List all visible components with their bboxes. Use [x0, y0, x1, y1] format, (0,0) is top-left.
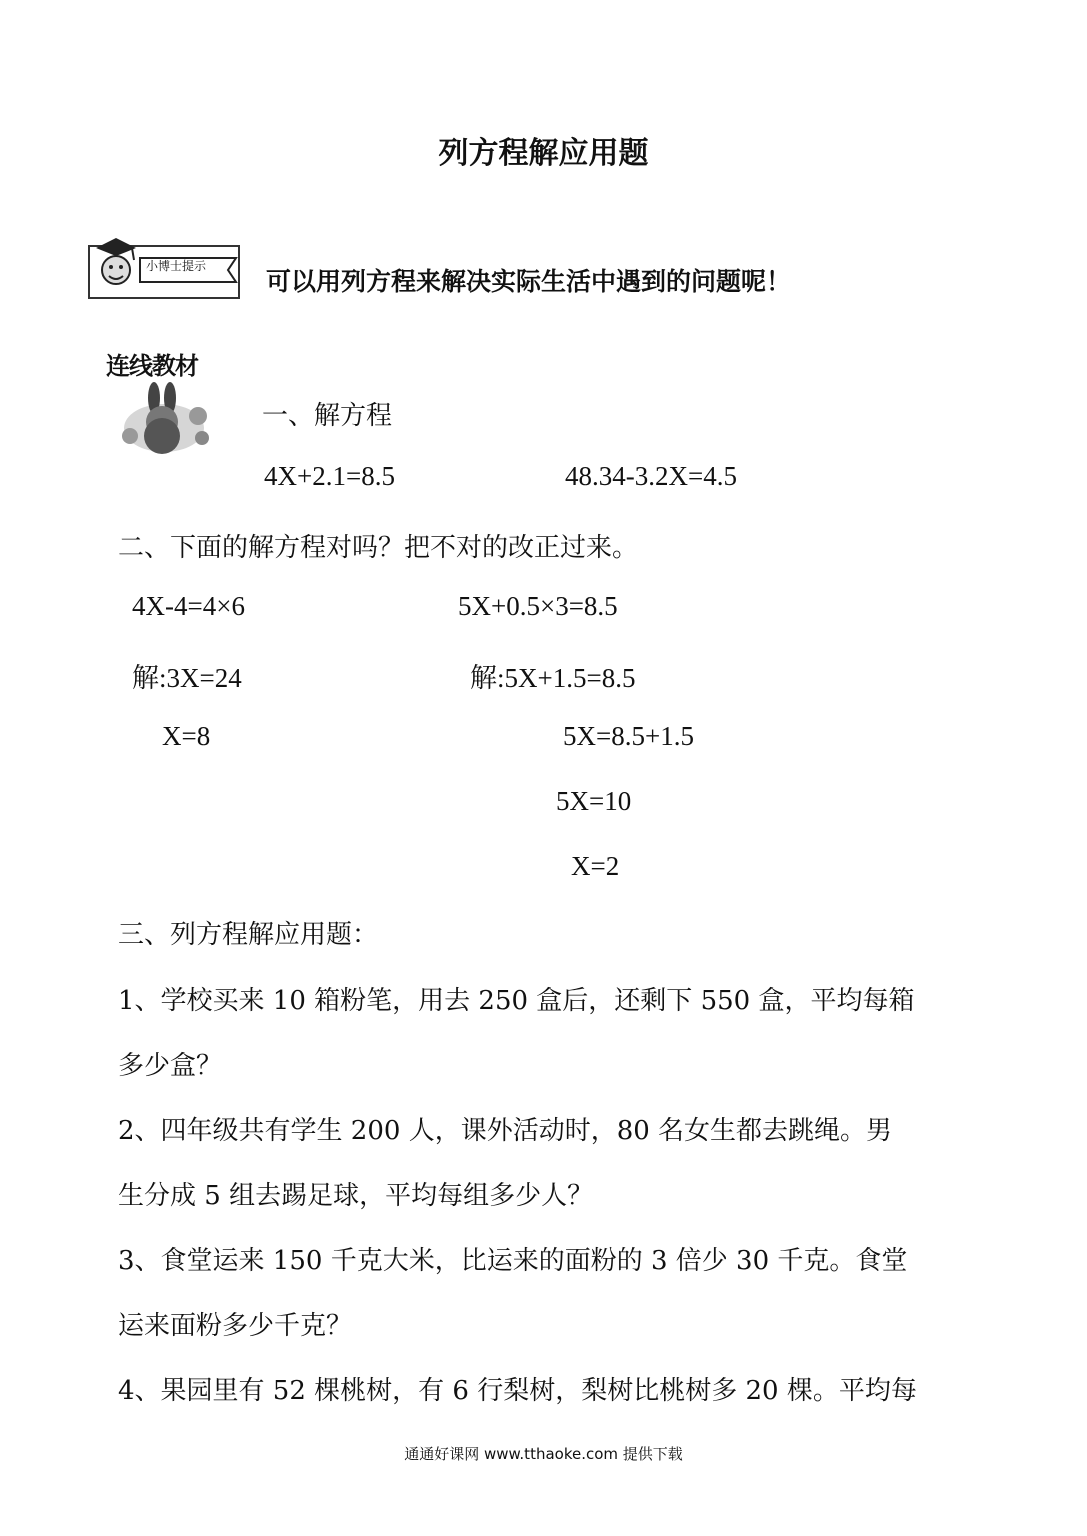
section1-equation-1: 4X+2.1=8.5: [264, 461, 395, 491]
problem-line: 2、四年级共有学生 200 人，课外活动时，80 名女生都去跳绳。男: [118, 1116, 893, 1146]
problem-line: 1、学校买来 10 箱粉笔，用去 250 盒后，还剩下 550 盒，平均每箱: [118, 986, 915, 1016]
section1-heading: 一、解方程: [262, 401, 393, 431]
doctor-tip-label: 小博士提示: [146, 259, 207, 273]
section2-right-step-1: 解:5X+1.5=8.5: [470, 663, 636, 693]
problem-line: 3、食堂运来 150 千克大米，比运来的面粉的 3 倍少 30 千克。食堂: [118, 1246, 908, 1276]
page-footer: 通通好课网 www.tthaoke.com 提供下载: [404, 1445, 683, 1463]
problem-line: 4、果园里有 52 棵桃树，有 6 行梨树，梨树比桃树多 20 棵。平均每: [118, 1376, 917, 1406]
problem-line: 运来面粉多少千克？: [118, 1311, 353, 1341]
section2-left-step-1: 解:3X=24: [132, 663, 242, 693]
page-title: 列方程解应用题: [438, 136, 649, 171]
section2-left-equation: 4X-4=4×6: [132, 591, 245, 621]
section2-left-step-2: X=8: [162, 721, 211, 751]
section2-right-step-2: 5X=8.5+1.5: [563, 721, 694, 751]
section2-right-equation: 5X+0.5×3=8.5: [458, 591, 618, 621]
problem-line: 生分成 5 组去踢足球，平均每组多少人？: [118, 1181, 594, 1211]
section2-heading: 二、下面的解方程对吗？把不对的改正过来。: [118, 533, 639, 563]
section1-equation-2: 48.34-3.2X=4.5: [565, 461, 737, 491]
problem-line: 多少盒？: [118, 1051, 223, 1081]
tip-text: 可以用列方程来解决实际生活中遇到的问题呢！: [266, 267, 792, 296]
doctor-tip-badge: [88, 232, 244, 302]
section2-right-step-4: X=2: [571, 851, 620, 881]
section2-right-step-3: 5X=10: [556, 786, 632, 816]
section3-heading: 三、列方程解应用题：: [118, 920, 379, 950]
lianxian-label: 连线教材: [106, 352, 198, 380]
